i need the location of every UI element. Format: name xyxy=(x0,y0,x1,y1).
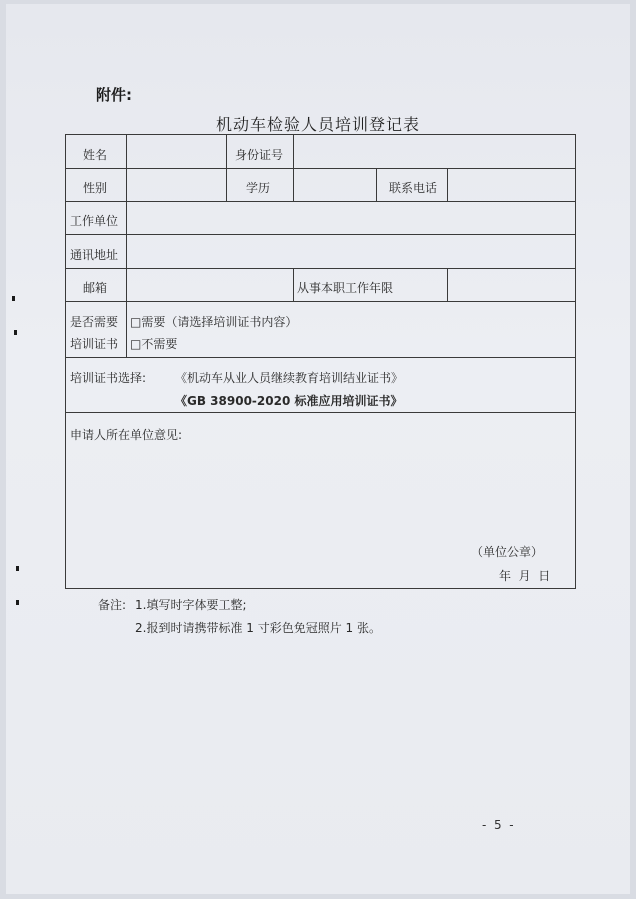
cert-option-1: 《机动车从业人员继续教育培训结业证书》 xyxy=(175,371,404,385)
cert-choice-label: 培训证书选择: xyxy=(70,371,147,385)
row-divider xyxy=(66,234,575,235)
notes-label: 备注: xyxy=(98,598,127,612)
cert-option-2: 《GB 38900-2020 标准应用培训证书》 xyxy=(175,394,403,408)
column-divider xyxy=(447,268,448,301)
row-divider xyxy=(66,301,575,302)
unit-seal-text: （单位公章） xyxy=(471,545,544,559)
row-divider xyxy=(66,412,575,413)
work-years-label: 从事本职工作年限 xyxy=(297,281,394,295)
need-cert-checkbox[interactable]: □需要（请选择培训证书内容） xyxy=(130,315,298,329)
row-divider xyxy=(66,201,575,202)
need-cert-label: 培训证书 xyxy=(70,337,119,351)
binding-mark xyxy=(12,296,15,301)
column-divider xyxy=(126,135,127,357)
row-divider xyxy=(66,268,575,269)
email-label: 邮箱 xyxy=(83,281,108,295)
phone-label: 联系电话 xyxy=(389,181,438,195)
gender-label: 性别 xyxy=(83,181,108,195)
column-divider xyxy=(293,268,294,301)
employer-label: 工作单位 xyxy=(70,214,119,228)
need-cert-label: 是否需要 xyxy=(70,315,119,329)
note-item: 2.报到时请携带标准 1 寸彩色免冠照片 1 张。 xyxy=(135,621,381,635)
row-divider xyxy=(66,357,575,358)
id-number-label: 身份证号 xyxy=(235,148,284,162)
column-divider xyxy=(447,168,448,201)
address-label: 通讯地址 xyxy=(70,248,119,262)
binding-mark xyxy=(16,566,19,571)
form-title: 机动车检验人员培训登记表 xyxy=(215,115,420,134)
column-divider xyxy=(293,135,294,201)
date-line: 年 月 日 xyxy=(499,569,551,583)
binding-mark xyxy=(16,600,19,605)
no-need-cert-checkbox[interactable]: □不需要 xyxy=(130,337,178,351)
registration-form xyxy=(65,134,576,589)
column-divider xyxy=(376,168,377,201)
education-label: 学历 xyxy=(246,181,271,195)
row-divider xyxy=(66,168,575,169)
name-label: 姓名 xyxy=(83,148,108,162)
binding-mark xyxy=(14,330,17,335)
page-number: - 5 - xyxy=(482,818,514,832)
attachment-label: 附件: xyxy=(96,86,132,104)
column-divider xyxy=(226,135,227,201)
note-item: 1.填写时字体要工整; xyxy=(135,598,247,612)
employer-opinion-label: 申请人所在单位意见: xyxy=(70,428,183,442)
